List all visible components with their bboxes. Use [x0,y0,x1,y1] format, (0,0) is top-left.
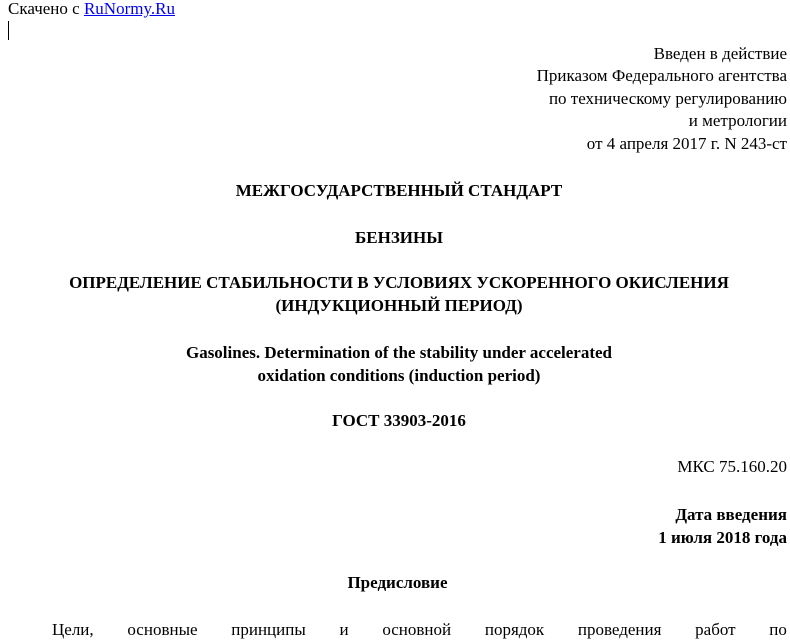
word: работ [695,620,736,639]
foreword-heading: Предисловие [347,573,448,592]
source-link[interactable]: RuNormy.Ru [83,0,175,18]
word: порядок [484,620,545,639]
adoption-line: и метрологии [688,111,787,131]
word: основной [382,620,452,639]
word: основные [127,620,198,639]
standard-title-line: ОПРЕДЕЛЕНИЕ СТАБИЛЬНОСТИ В УСЛОВИЯХ УСКОРЕННОГО ОКИСЛЕНИЯ [69,273,729,292]
mks-code: МКС 75.160.20 [677,457,787,476]
english-title [0,342,790,387]
english-title-line: Gasolines. Determination of the stability under accelerated [185,343,613,362]
text-cursor [8,21,9,40]
introduction-date-label: Дата введения [675,505,787,524]
source-line [8,0,175,20]
word: по [769,620,787,639]
standard-name: БЕНЗИНЫ [355,228,443,247]
standard-title-line: (ИНДУКЦИОННЫЙ ПЕРИОД) [275,295,523,315]
word: принципы [231,620,306,639]
adoption-line: по техническому регулированию [548,88,787,108]
standard-title [0,272,790,317]
introduction-date-value: 1 июля 2018 года [658,527,787,547]
word: и [339,620,349,639]
foreword-first-line [52,619,787,641]
standard-type: МЕЖГОСУДАРСТВЕННЫЙ СТАНДАРТ [235,181,563,200]
introduction-date [658,504,787,549]
adoption-line: Введен в действие [653,44,787,63]
standard-code: ГОСТ 33903-2016 [332,411,466,430]
source-prefix: Скачено с [8,0,84,18]
adoption-line: от 4 апреля 2017 г. N 243-ст [586,133,787,153]
english-title-line: oxidation conditions (induction period) [257,365,541,385]
word: Цели, [52,620,94,639]
word: проведения [577,620,662,639]
adoption-line: Приказом Федерального агентства [536,66,787,86]
adoption-block [537,43,787,155]
